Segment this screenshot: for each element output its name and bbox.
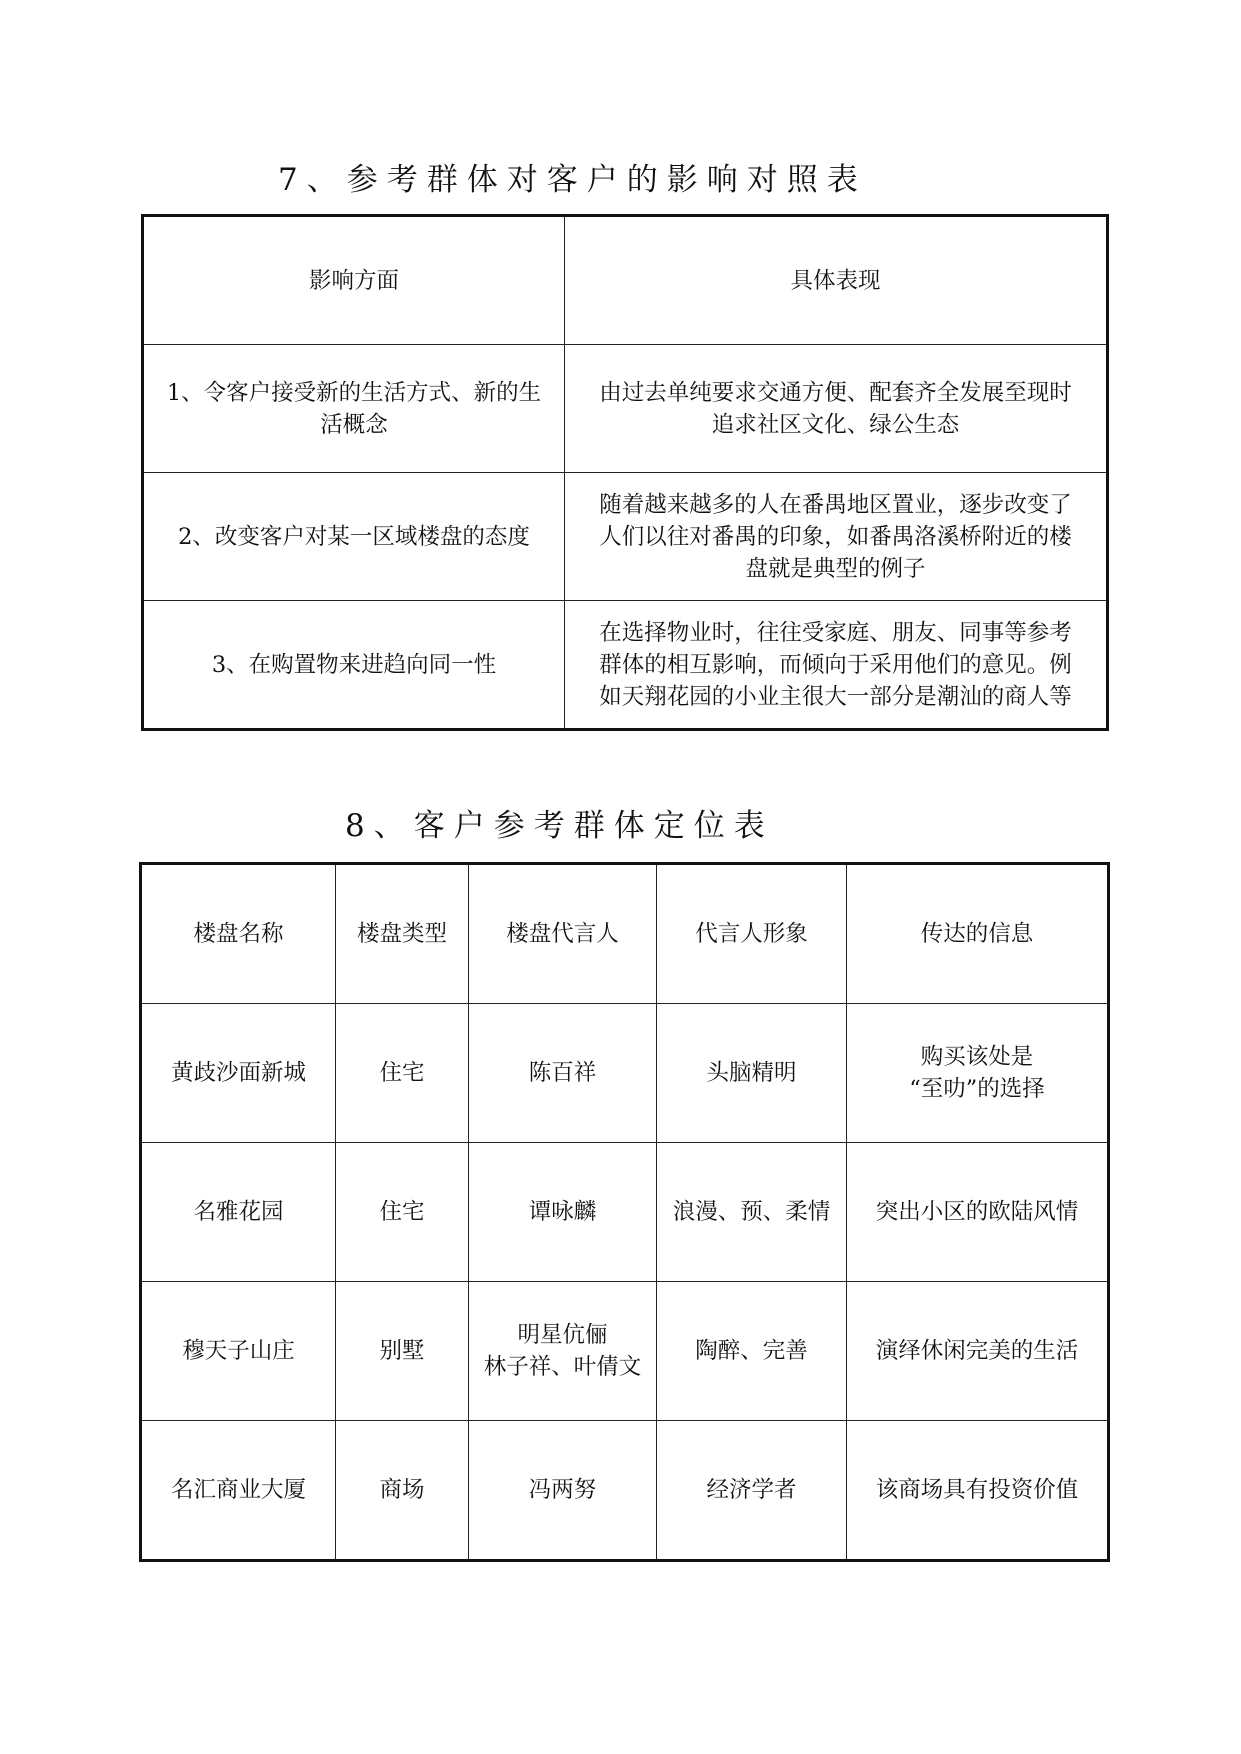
spokesperson-image-cell: 浪漫、预、柔情 [657,1143,847,1282]
detail-cell [565,473,1108,601]
cell-line: 如天翔花园的小业主很大一部分是潮汕的商人等 [599,683,1072,710]
header-cell-property-type: 楼盘类型 [336,864,469,1004]
customer-reference-group-positioning-table [139,862,1110,1562]
spokesperson-cell [469,1143,657,1282]
property-type-cell: 住宅 [336,1004,469,1143]
detail-cell [565,345,1108,473]
table1-title: 7、参考群体对客户的影响对照表 [278,162,867,198]
cell-line: 随着越来越多的人在番禺地区置业，逐步改变了 [599,491,1072,518]
aspect-cell [143,345,565,473]
cell-line: 活概念 [320,411,388,438]
table-row [143,601,1108,730]
cell-line: 谭咏麟 [528,1199,597,1225]
cell-line: 盘就是典型的例子 [745,555,926,582]
table-row [141,1282,1109,1421]
cell-line: 人们以往对番禺的印象，如番禺洛溪桥附近的楼 [599,523,1072,550]
cell-line: 演绎休闲完美的生活 [875,1338,1079,1364]
table-header-row [141,864,1109,1004]
header-cell-detail: 具体表现 [565,216,1108,345]
spokesperson-image-cell: 经济学者 [657,1421,847,1561]
cell-line: 陈百祥 [528,1060,597,1086]
table2-title: 8、客户参考群体定位表 [345,808,774,844]
aspect-cell [143,473,565,601]
property-name-cell: 名雅花园 [141,1143,336,1282]
aspect-cell [143,601,565,730]
header-cell-property-name: 楼盘名称 [141,864,336,1004]
cell-line: 由过去单纯要求交通方便、配套齐全发展至现时 [599,379,1072,406]
message-cell [847,1282,1109,1421]
cell-line: 在选择物业时，往往受家庭、朋友、同事等参考 [599,619,1072,646]
cell-line: 明星伉俪 [517,1322,608,1348]
table-row [143,473,1108,601]
message-cell [847,1421,1109,1561]
cell-line: 1、令客户接受新的生活方式、新的生 [166,379,542,406]
header-cell-message: 传达的信息 [847,864,1109,1004]
table-row [141,1004,1109,1143]
reference-group-influence-table [141,214,1109,731]
detail-cell [565,601,1108,730]
cell-line: 冯两努 [528,1477,597,1503]
property-type-cell: 商场 [336,1421,469,1561]
spokesperson-image-cell: 头脑精明 [657,1004,847,1143]
cell-line: 追求社区文化、绿公生态 [711,411,960,438]
table-header-row [143,216,1108,345]
table-row [143,345,1108,473]
cell-line: 购买该处是 [920,1044,1034,1070]
spokesperson-image-cell: 陶醉、完善 [657,1282,847,1421]
message-cell [847,1143,1109,1282]
spokesperson-cell [469,1004,657,1143]
property-type-cell: 住宅 [336,1143,469,1282]
cell-line: 该商场具有投资价值 [875,1477,1079,1503]
table-row [141,1421,1109,1561]
property-name-cell: 黄歧沙面新城 [141,1004,336,1143]
header-cell-aspect: 影响方面 [143,216,565,345]
message-cell [847,1004,1109,1143]
property-name-cell: 穆天子山庄 [141,1282,336,1421]
property-name-cell: 名汇商业大厦 [141,1421,336,1561]
cell-line: 突出小区的欧陆风情 [875,1199,1079,1225]
header-cell-spokesperson-image: 代言人形象 [657,864,847,1004]
cell-line: 群体的相互影响，而倾向于采用他们的意见。例 [599,651,1072,678]
spokesperson-cell [469,1421,657,1561]
cell-line: 2、改变客户对某一区域楼盘的态度 [178,523,530,550]
table-row [141,1143,1109,1282]
cell-line: “至叻”的选择 [909,1076,1045,1102]
header-cell-spokesperson: 楼盘代言人 [469,864,657,1004]
spokesperson-cell [469,1282,657,1421]
property-type-cell: 别墅 [336,1282,469,1421]
cell-line: 3、在购置物来进趋向同一性 [211,651,497,678]
cell-line: 林子祥、叶倩文 [483,1354,642,1380]
